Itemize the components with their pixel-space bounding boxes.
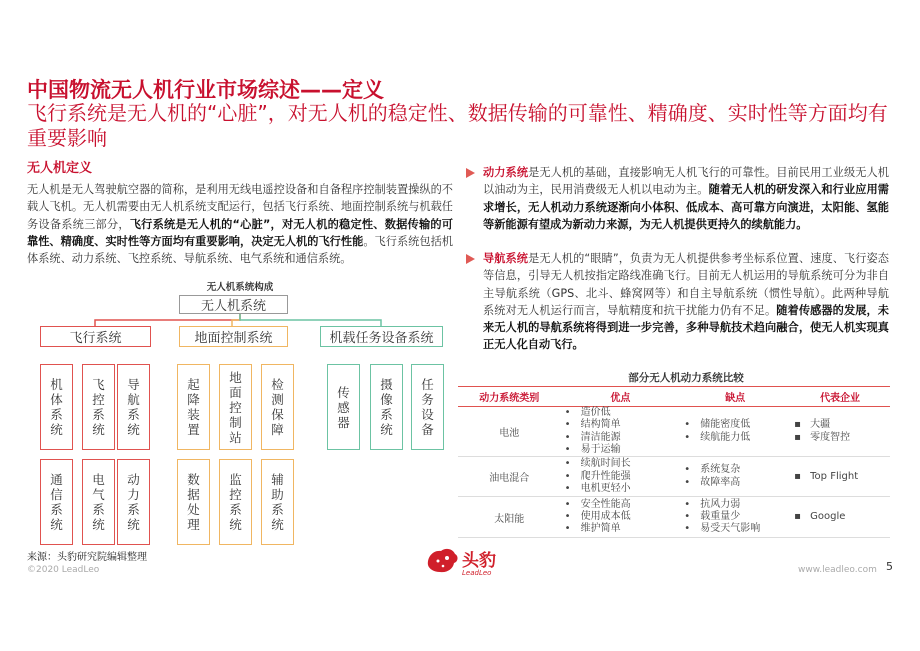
col-header-type: 动力系统类别 — [458, 387, 561, 407]
cons-cell — [680, 497, 790, 538]
bullet-triangle-nav — [466, 254, 475, 264]
diagram-item: 数 据 处 理 — [177, 459, 210, 545]
section-heading: 无人机定义 — [27, 161, 93, 176]
table-row — [458, 407, 890, 457]
diagram-item: 任 务 设 备 — [411, 364, 444, 450]
diagram-item: 机 体 系 统 — [40, 364, 73, 450]
list-item: ▪ 零度智控 — [810, 432, 890, 444]
power-system-paragraph — [483, 164, 889, 233]
diagram-item: 摄 像 系 统 — [370, 364, 403, 450]
list-item: • 爬升性能强 — [581, 471, 681, 483]
list-item: • 电机更轻小 — [581, 483, 681, 495]
diagram-item: 检 测 保 障 — [261, 364, 294, 450]
col-header-pros: 优点 — [561, 387, 681, 407]
page-title: 中国物流无人机行业市场综述——定义 — [27, 78, 384, 102]
power-type-cell: 电池 — [458, 407, 561, 457]
source-note: 来源：头豹研究院编辑整理 — [27, 552, 147, 563]
list-item: • 载重量少 — [700, 511, 790, 523]
power-type-cell: 油电混合 — [458, 457, 561, 497]
diagram-item: 辅 助 系 统 — [261, 459, 294, 545]
cons-cell — [680, 407, 790, 457]
logo-subtext: LeadLeo — [462, 569, 492, 577]
table-title: 部分无人机动力系统比较 — [628, 372, 744, 384]
diagram-item: 通 信 系 统 — [40, 459, 73, 545]
list-item: • 安全性能高 — [581, 499, 681, 511]
table-row — [458, 497, 890, 538]
pros-cell — [561, 407, 681, 457]
group-payload-system: 机载任务设备系统 — [320, 326, 443, 347]
list-item: • 维护简单 — [581, 523, 681, 535]
group-flight-system: 飞行系统 — [40, 326, 151, 347]
logo-text: 头豹 — [462, 551, 496, 571]
diagram-item: 监 控 系 统 — [219, 459, 252, 545]
pros-cell — [561, 457, 681, 497]
diagram-item: 动 力 系 统 — [117, 459, 150, 545]
diagram-item: 地 面 控 制 站 — [219, 364, 252, 450]
group-ground-control: 地面控制系统 — [179, 326, 288, 347]
firms-cell — [790, 407, 890, 457]
intro-text-2: 。飞行系统包括机体系统、动力系统、飞控系统、导航系统、电气系统和通信系统。 — [27, 234, 453, 266]
nav-system-head: 导航系统 — [483, 252, 529, 265]
list-item: • 结构简单 — [581, 419, 681, 431]
table-row — [458, 457, 890, 497]
list-item: • 系统复杂 — [700, 464, 790, 476]
diagram-root: 无人机系统 — [179, 295, 288, 314]
col-header-cons: 缺点 — [680, 387, 790, 407]
bullet-triangle-power — [466, 168, 475, 178]
table-body — [458, 407, 890, 538]
firms-cell — [790, 457, 890, 497]
list-item: • 使用成本低 — [581, 511, 681, 523]
copyright: ©2020 LeadLeo — [27, 565, 100, 575]
list-item: • 储能密度低 — [700, 419, 790, 431]
power-comparison-table — [458, 386, 890, 538]
list-item: • 易于运输 — [581, 444, 681, 456]
list-item: ▪ Google — [810, 511, 890, 523]
list-item: • 续航能力低 — [700, 432, 790, 444]
power-system-bold: 随着无人机的研发深入和行业应用需求增长，无人机动力系统逐渐向小体积、低成本、高可靠方向演进，太阳能、氢能等新能源有望成为新动力来源，为无人机提供更持久的续航能力。 — [483, 183, 889, 231]
list-item: • 抗风力弱 — [700, 499, 790, 511]
nav-system-bold: 随着传感器的发展，未来无人机的导航系统将得到进一步完善，多种导航技术趋向融合，使无人机实现真正无人化自动飞行。 — [483, 303, 889, 352]
diagram-item: 传 感 器 — [327, 364, 360, 450]
list-item: ▪ Top Flight — [810, 471, 890, 483]
firms-cell — [790, 497, 890, 538]
list-item: • 造价低 — [581, 407, 681, 419]
col-header-firms: 代表企业 — [790, 387, 890, 407]
list-item: • 易受天气影响 — [700, 523, 790, 535]
diagram-item: 电 气 系 统 — [82, 459, 115, 545]
pros-cell — [561, 497, 681, 538]
list-item: • 故障率高 — [700, 477, 790, 489]
power-system-text: 是无人机的基础，直接影响无人机飞行的可靠性。目前民用工业级无人机以油动为主，民用消费级无人机以电动为主。 — [483, 166, 889, 197]
intro-bold: 飞行系统是无人机的“心脏”，对无人机的稳定性、数据传输的可靠性、精确度、实时性等方面均有重要影响，决定无人机的飞行性能 — [27, 217, 453, 248]
website: www.leadleo.com — [798, 565, 877, 575]
page-number: 5 — [886, 560, 893, 573]
diagram-item: 飞 控 系 统 — [82, 364, 115, 450]
page-subtitle: 飞行系统是无人机的“心脏”，对无人机的稳定性、数据传输的可靠性、精确度、实时性等方面均有重要影响 — [27, 101, 888, 150]
list-item: ▪ 大疆 — [810, 419, 890, 431]
diagram-item: 起 降 装 置 — [177, 364, 210, 450]
nav-system-text: 是无人机的“眼睛”，负责为无人机提供参考坐标系位置、速度、飞行姿态等信息，引导无人机按指定路线准确飞行。目前无人机运用的导航系统可分为非自主导航系统（GPS、北斗、蜂窝网等）和自主导航系统（惯性导航）。此两种导航系统对无人机运行而言，导航精度和抗干扰能力仍有不足。 — [483, 252, 889, 317]
power-system-head: 动力系统 — [483, 166, 529, 179]
diagram-title: 无人机系统构成 — [206, 282, 274, 293]
nav-system-paragraph — [483, 250, 889, 354]
intro-text-1: 无人机是无人驾驶航空器的简称，是利用无线电遥控设备和自备程序控制装置操纵的不载人飞机。无人机需要由无人机系统支配运行，包括飞行系统、地面控制系统与机载任务设备系统三部分， — [27, 183, 453, 231]
list-item: • 续航时间长 — [581, 458, 681, 470]
diagram-item: 导 航 系 统 — [117, 364, 150, 450]
cons-cell — [680, 457, 790, 497]
leopard-logo-icon — [424, 545, 460, 577]
power-type-cell: 太阳能 — [458, 497, 561, 538]
table-header-row — [458, 387, 890, 407]
list-item: • 清洁能源 — [581, 432, 681, 444]
